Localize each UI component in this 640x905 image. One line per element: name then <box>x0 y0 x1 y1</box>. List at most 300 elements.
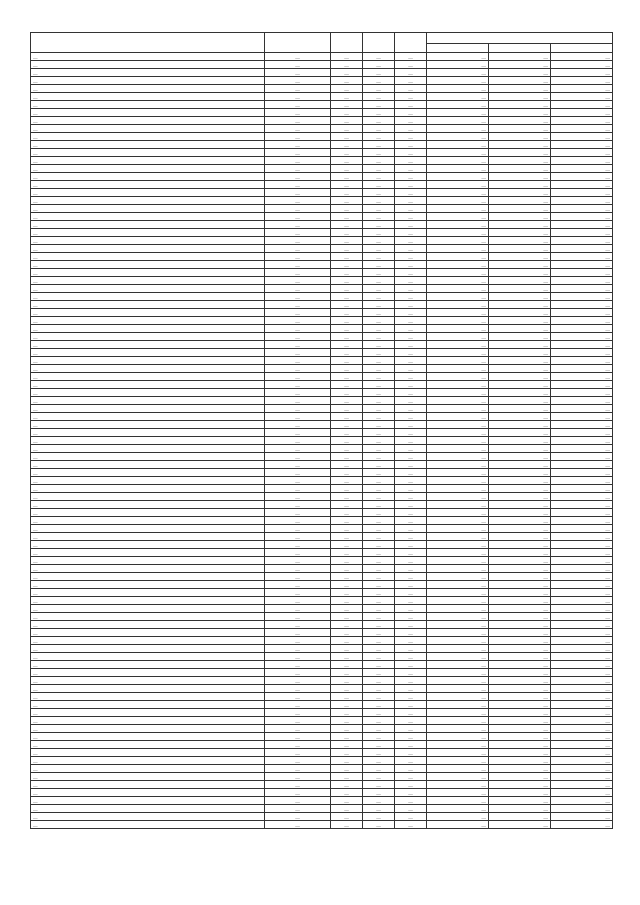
row-subsection: — <box>363 645 395 653</box>
row-year-3: — <box>551 133 613 141</box>
row-year-2: — <box>489 293 551 301</box>
row-subsection: — <box>363 157 395 165</box>
row-name: — <box>31 101 265 109</box>
row-year-1: — <box>427 157 489 165</box>
row-expense-type: — <box>395 477 427 485</box>
row-name: — <box>31 373 265 381</box>
row-subsection: — <box>363 693 395 701</box>
row-expense-type: — <box>395 565 427 573</box>
table-row <box>31 293 613 301</box>
row-year-3: — <box>551 469 613 477</box>
row-code: — <box>265 333 331 341</box>
row-subsection: — <box>363 685 395 693</box>
row-section: — <box>331 357 363 365</box>
table-row <box>31 133 613 141</box>
row-year-2: — <box>489 109 551 117</box>
row-code: — <box>265 773 331 781</box>
row-expense-type: — <box>395 645 427 653</box>
row-year-1: — <box>427 293 489 301</box>
row-name: — <box>31 317 265 325</box>
row-year-3: — <box>551 421 613 429</box>
row-year-1: — <box>427 549 489 557</box>
row-section: — <box>331 413 363 421</box>
table-row <box>31 261 613 269</box>
row-section: — <box>331 613 363 621</box>
row-name: — <box>31 125 265 133</box>
row-code: — <box>265 405 331 413</box>
row-subsection: — <box>363 629 395 637</box>
row-name: — <box>31 237 265 245</box>
table-row <box>31 373 613 381</box>
row-code: — <box>265 461 331 469</box>
table-row <box>31 685 613 693</box>
table-row <box>31 813 613 821</box>
row-expense-type: — <box>395 109 427 117</box>
row-code: — <box>265 573 331 581</box>
row-name: — <box>31 285 265 293</box>
table-row <box>31 221 613 229</box>
row-expense-type: — <box>395 797 427 805</box>
row-year-1: — <box>427 573 489 581</box>
table-row <box>31 461 613 469</box>
row-subsection: — <box>363 605 395 613</box>
table-row <box>31 277 613 285</box>
table-row <box>31 749 613 757</box>
row-subsection: — <box>363 749 395 757</box>
table-row <box>31 365 613 373</box>
table-row <box>31 581 613 589</box>
table-row <box>31 285 613 293</box>
table-row <box>31 213 613 221</box>
row-code: — <box>265 93 331 101</box>
row-year-1: — <box>427 333 489 341</box>
row-year-2: — <box>489 621 551 629</box>
row-code: — <box>265 677 331 685</box>
row-name: — <box>31 277 265 285</box>
row-subsection: — <box>363 61 395 69</box>
row-subsection: — <box>363 373 395 381</box>
row-year-2: — <box>489 165 551 173</box>
row-year-2: — <box>489 581 551 589</box>
row-expense-type: — <box>395 437 427 445</box>
row-section: — <box>331 149 363 157</box>
row-year-1: — <box>427 501 489 509</box>
row-code: — <box>265 261 331 269</box>
row-section: — <box>331 253 363 261</box>
row-subsection: — <box>363 349 395 357</box>
row-year-3: — <box>551 269 613 277</box>
row-year-1: — <box>427 773 489 781</box>
row-year-3: — <box>551 117 613 125</box>
row-year-2: — <box>489 141 551 149</box>
row-expense-type: — <box>395 341 427 349</box>
row-expense-type: — <box>395 509 427 517</box>
row-year-3: — <box>551 397 613 405</box>
row-year-1: — <box>427 789 489 797</box>
row-code: — <box>265 429 331 437</box>
row-year-2: — <box>489 53 551 61</box>
row-year-2: — <box>489 101 551 109</box>
row-subsection: — <box>363 365 395 373</box>
row-code: — <box>265 205 331 213</box>
row-year-1: — <box>427 237 489 245</box>
table-row <box>31 541 613 549</box>
row-code: — <box>265 533 331 541</box>
row-year-1: — <box>427 269 489 277</box>
row-expense-type: — <box>395 533 427 541</box>
row-year-2: — <box>489 509 551 517</box>
row-year-3: — <box>551 453 613 461</box>
row-year-2: — <box>489 549 551 557</box>
row-year-2: — <box>489 789 551 797</box>
row-name: — <box>31 605 265 613</box>
row-name: — <box>31 765 265 773</box>
row-name: — <box>31 821 265 829</box>
table-row <box>31 805 613 813</box>
row-year-3: — <box>551 789 613 797</box>
row-name: — <box>31 485 265 493</box>
row-code: — <box>265 133 331 141</box>
row-subsection: — <box>363 565 395 573</box>
row-subsection: — <box>363 69 395 77</box>
row-name: — <box>31 301 265 309</box>
table-row <box>31 421 613 429</box>
row-expense-type: — <box>395 741 427 749</box>
table-row <box>31 709 613 717</box>
row-year-2: — <box>489 413 551 421</box>
row-name: — <box>31 149 265 157</box>
row-year-3: — <box>551 581 613 589</box>
row-year-2: — <box>489 133 551 141</box>
table-row <box>31 237 613 245</box>
row-name: — <box>31 717 265 725</box>
row-expense-type: — <box>395 789 427 797</box>
header-expense-type <box>395 33 427 53</box>
row-section: — <box>331 125 363 133</box>
row-expense-type: — <box>395 397 427 405</box>
row-year-3: — <box>551 629 613 637</box>
row-expense-type: — <box>395 469 427 477</box>
row-code: — <box>265 173 331 181</box>
row-code: — <box>265 541 331 549</box>
row-code: — <box>265 77 331 85</box>
row-year-2: — <box>489 669 551 677</box>
row-section: — <box>331 437 363 445</box>
table-row <box>31 397 613 405</box>
row-section: — <box>331 597 363 605</box>
row-code: — <box>265 501 331 509</box>
table-row <box>31 733 613 741</box>
row-year-3: — <box>551 157 613 165</box>
row-year-3: — <box>551 813 613 821</box>
row-year-2: — <box>489 477 551 485</box>
row-subsection: — <box>363 805 395 813</box>
row-year-2: — <box>489 357 551 365</box>
row-year-2: — <box>489 501 551 509</box>
row-year-2: — <box>489 661 551 669</box>
table-row <box>31 597 613 605</box>
row-section: — <box>331 557 363 565</box>
row-year-2: — <box>489 365 551 373</box>
row-year-3: — <box>551 61 613 69</box>
row-expense-type: — <box>395 285 427 293</box>
row-name: — <box>31 565 265 573</box>
row-expense-type: — <box>395 117 427 125</box>
row-code: — <box>265 357 331 365</box>
row-year-3: — <box>551 101 613 109</box>
row-subsection: — <box>363 277 395 285</box>
row-year-1: — <box>427 757 489 765</box>
row-code: — <box>265 317 331 325</box>
row-year-3: — <box>551 549 613 557</box>
row-expense-type: — <box>395 173 427 181</box>
row-year-2: — <box>489 85 551 93</box>
row-code: — <box>265 813 331 821</box>
row-year-3: — <box>551 781 613 789</box>
budget-table <box>30 32 613 829</box>
row-expense-type: — <box>395 165 427 173</box>
row-section: — <box>331 373 363 381</box>
row-section: — <box>331 341 363 349</box>
row-code: — <box>265 685 331 693</box>
row-subsection: — <box>363 237 395 245</box>
row-year-3: — <box>551 125 613 133</box>
row-year-1: — <box>427 229 489 237</box>
row-year-1: — <box>427 69 489 77</box>
row-expense-type: — <box>395 349 427 357</box>
row-subsection: — <box>363 229 395 237</box>
row-section: — <box>331 485 363 493</box>
row-code: — <box>265 701 331 709</box>
row-expense-type: — <box>395 461 427 469</box>
row-year-1: — <box>427 381 489 389</box>
row-year-2: — <box>489 229 551 237</box>
table-row <box>31 437 613 445</box>
row-year-2: — <box>489 285 551 293</box>
row-name: — <box>31 613 265 621</box>
row-year-3: — <box>551 181 613 189</box>
header-subsection <box>363 33 395 53</box>
row-name: — <box>31 413 265 421</box>
row-year-1: — <box>427 245 489 253</box>
row-year-3: — <box>551 293 613 301</box>
row-code: — <box>265 213 331 221</box>
row-section: — <box>331 53 363 61</box>
row-code: — <box>265 245 331 253</box>
row-expense-type: — <box>395 301 427 309</box>
row-section: — <box>331 605 363 613</box>
row-year-2: — <box>489 461 551 469</box>
row-subsection: — <box>363 133 395 141</box>
row-section: — <box>331 669 363 677</box>
row-code: — <box>265 445 331 453</box>
row-subsection: — <box>363 589 395 597</box>
table-row <box>31 781 613 789</box>
row-expense-type: — <box>395 317 427 325</box>
row-name: — <box>31 341 265 349</box>
row-code: — <box>265 349 331 357</box>
row-expense-type: — <box>395 749 427 757</box>
row-name: — <box>31 773 265 781</box>
budget-table-sheet <box>30 32 613 829</box>
row-subsection: — <box>363 189 395 197</box>
table-row <box>31 85 613 93</box>
row-expense-type: — <box>395 85 427 93</box>
row-year-3: — <box>551 805 613 813</box>
row-expense-type: — <box>395 781 427 789</box>
row-year-3: — <box>551 589 613 597</box>
row-section: — <box>331 261 363 269</box>
row-year-1: — <box>427 141 489 149</box>
row-year-1: — <box>427 149 489 157</box>
table-row <box>31 197 613 205</box>
row-section: — <box>331 757 363 765</box>
row-year-1: — <box>427 301 489 309</box>
row-name: — <box>31 669 265 677</box>
row-name: — <box>31 197 265 205</box>
row-section: — <box>331 221 363 229</box>
row-expense-type: — <box>395 813 427 821</box>
table-row <box>31 757 613 765</box>
row-year-1: — <box>427 453 489 461</box>
table-row <box>31 109 613 117</box>
table-row <box>31 141 613 149</box>
row-name: — <box>31 253 265 261</box>
header-code <box>265 33 331 53</box>
row-year-1: — <box>427 613 489 621</box>
table-body <box>31 53 613 829</box>
row-name: — <box>31 293 265 301</box>
row-section: — <box>331 805 363 813</box>
row-expense-type: — <box>395 717 427 725</box>
row-code: — <box>265 141 331 149</box>
row-subsection: — <box>363 421 395 429</box>
row-code: — <box>265 669 331 677</box>
row-subsection: — <box>363 453 395 461</box>
row-year-1: — <box>427 397 489 405</box>
row-year-1: — <box>427 621 489 629</box>
row-expense-type: — <box>395 253 427 261</box>
row-expense-type: — <box>395 637 427 645</box>
row-name: — <box>31 109 265 117</box>
row-expense-type: — <box>395 453 427 461</box>
row-name: — <box>31 661 265 669</box>
row-expense-type: — <box>395 605 427 613</box>
row-subsection: — <box>363 381 395 389</box>
row-subsection: — <box>363 269 395 277</box>
row-section: — <box>331 61 363 69</box>
row-section: — <box>331 501 363 509</box>
row-code: — <box>265 197 331 205</box>
row-section: — <box>331 101 363 109</box>
row-code: — <box>265 565 331 573</box>
table-row <box>31 477 613 485</box>
row-name: — <box>31 757 265 765</box>
row-expense-type: — <box>395 421 427 429</box>
row-code: — <box>265 453 331 461</box>
row-name: — <box>31 685 265 693</box>
row-subsection: — <box>363 93 395 101</box>
row-name: — <box>31 61 265 69</box>
row-section: — <box>331 429 363 437</box>
row-subsection: — <box>363 389 395 397</box>
row-subsection: — <box>363 197 395 205</box>
row-year-1: — <box>427 325 489 333</box>
row-code: — <box>265 789 331 797</box>
row-expense-type: — <box>395 821 427 829</box>
row-section: — <box>331 189 363 197</box>
row-section: — <box>331 733 363 741</box>
row-subsection: — <box>363 245 395 253</box>
row-year-1: — <box>427 725 489 733</box>
row-code: — <box>265 125 331 133</box>
row-section: — <box>331 237 363 245</box>
row-year-3: — <box>551 445 613 453</box>
row-year-1: — <box>427 565 489 573</box>
row-section: — <box>331 269 363 277</box>
row-year-3: — <box>551 325 613 333</box>
table-row <box>31 205 613 213</box>
row-code: — <box>265 821 331 829</box>
row-year-2: — <box>489 797 551 805</box>
row-year-2: — <box>489 605 551 613</box>
row-subsection: — <box>363 573 395 581</box>
row-expense-type: — <box>395 237 427 245</box>
row-year-1: — <box>427 557 489 565</box>
row-code: — <box>265 517 331 525</box>
row-year-3: — <box>551 461 613 469</box>
row-name: — <box>31 205 265 213</box>
row-expense-type: — <box>395 141 427 149</box>
row-year-2: — <box>489 253 551 261</box>
row-code: — <box>265 589 331 597</box>
row-name: — <box>31 245 265 253</box>
row-section: — <box>331 541 363 549</box>
row-year-1: — <box>427 373 489 381</box>
row-expense-type: — <box>395 429 427 437</box>
row-name: — <box>31 733 265 741</box>
row-section: — <box>331 133 363 141</box>
row-year-3: — <box>551 653 613 661</box>
row-year-3: — <box>551 205 613 213</box>
row-year-3: — <box>551 533 613 541</box>
table-row <box>31 605 613 613</box>
row-year-2: — <box>489 557 551 565</box>
row-code: — <box>265 413 331 421</box>
row-section: — <box>331 85 363 93</box>
row-section: — <box>331 461 363 469</box>
row-year-3: — <box>551 405 613 413</box>
row-year-2: — <box>489 373 551 381</box>
row-name: — <box>31 333 265 341</box>
row-subsection: — <box>363 301 395 309</box>
row-code: — <box>265 253 331 261</box>
row-name: — <box>31 261 265 269</box>
row-year-1: — <box>427 645 489 653</box>
row-year-2: — <box>489 597 551 605</box>
row-year-3: — <box>551 493 613 501</box>
row-name: — <box>31 357 265 365</box>
row-year-3: — <box>551 501 613 509</box>
row-subsection: — <box>363 477 395 485</box>
table-row <box>31 405 613 413</box>
row-subsection: — <box>363 533 395 541</box>
row-year-1: — <box>427 493 489 501</box>
row-subsection: — <box>363 733 395 741</box>
row-year-2: — <box>489 637 551 645</box>
row-expense-type: — <box>395 325 427 333</box>
row-name: — <box>31 477 265 485</box>
